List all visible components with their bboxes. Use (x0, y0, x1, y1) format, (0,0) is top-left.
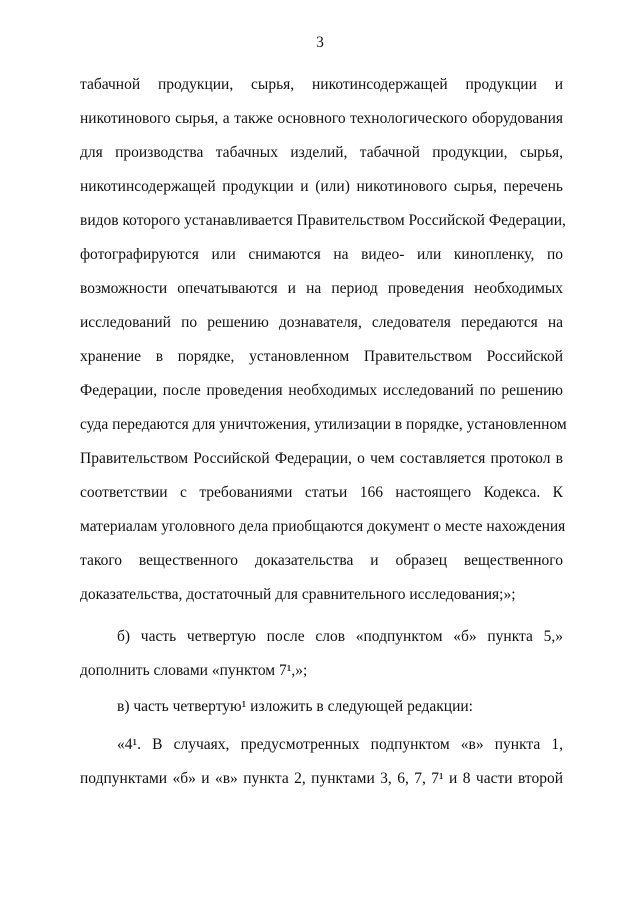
text-line: Правительством Российской Федерации, о чем составляется протокол в (80, 450, 563, 467)
text-line: материалам уголовного дела приобщаются документ о месте нахождения (80, 518, 566, 535)
text-line: возможности опечатываются и на период проведения необходимых (80, 280, 563, 297)
text-line: никотинового сырья, а также основного технологического оборудования (80, 110, 563, 127)
text-line: для производства табачных изделий, табачной продукции, сырья, (80, 144, 563, 161)
text-line: «4¹. В случаях, предусмотренных подпунктом «в» пункта 1, (117, 736, 563, 753)
text-line: табачной продукции, сырья, никотинсодержащей продукции и (80, 76, 563, 93)
text-line: б) часть четвертую после слов «подпунктом «б» пункта 5,» (117, 628, 563, 645)
text-line: Федерации, после проведения необходимых исследований по решению (80, 382, 563, 399)
text-line: видов которого устанавливается Правительством Российской Федерации, (80, 212, 566, 229)
text-line: фотографируются или снимаются на видео- или кинопленку, по (80, 246, 563, 263)
text-line: в) часть четвертую¹ изложить в следующей редакции: (117, 698, 473, 715)
page-number: 3 (316, 34, 324, 51)
text-line: исследований по решению дознавателя, следователя передаются на (80, 314, 563, 331)
text-line: доказательства, достаточный для сравнительного исследования;»; (80, 586, 516, 603)
text-line: такого вещественного доказательства и образец вещественного (80, 552, 563, 569)
text-line: подпунктами «б» и «в» пункта 2, пунктами 3, 6, 7, 7¹ и 8 части второй (80, 770, 563, 787)
text-line: соответствии с требованиями статьи 166 настоящего Кодекса. К (80, 484, 563, 501)
text-line: никотинсодержащей продукции и (или) никотинового сырья, перечень (80, 178, 563, 195)
text-line: дополнить словами «пунктом 7¹,»; (80, 662, 308, 679)
text-line: хранение в порядке, установленном Правительством Российской (80, 348, 563, 365)
text-line: суда передаются для уничтожения, утилизации в порядке, установленном (80, 416, 567, 433)
